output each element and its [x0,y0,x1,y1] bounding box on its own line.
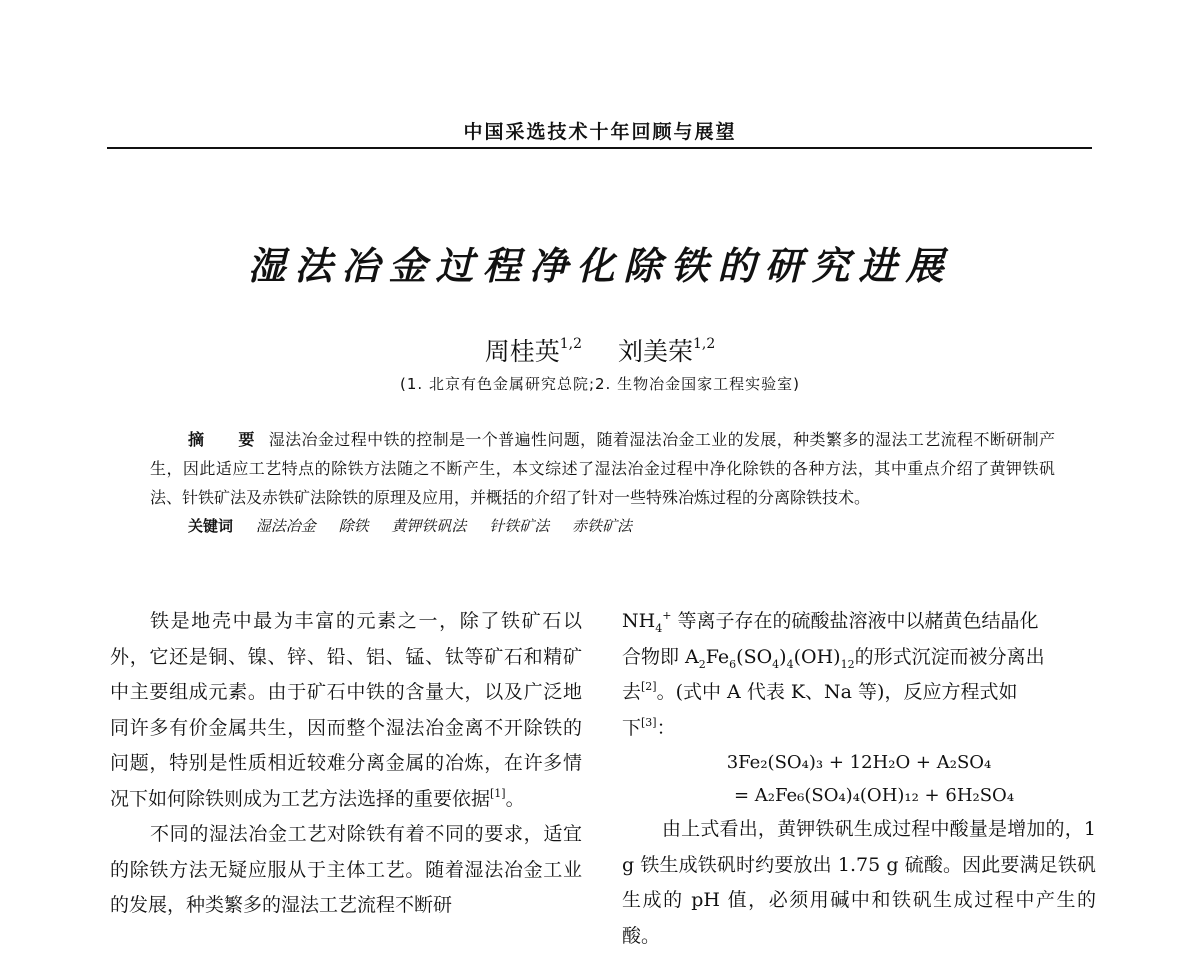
abstract-label: 摘 要 [188,430,269,449]
body-paragraph: 由上式看出，黄钾铁矾生成过程中酸量是增加的，1 g 铁生成铁矾时约要放出 1.75 g 硫酸。因此要满足铁矾生成的 pH 值，必须用碱中和铁矾生成过程中产生的酸。 [622,818,1096,947]
equation-line: 3Fe₂(SO₄)₃ + 12H₂O + A₂SO₄ [726,752,992,773]
author-name: 刘美荣 [617,337,693,366]
author-affiliation-mark: 1,2 [692,336,716,352]
text-run: NH [622,610,656,632]
text-run: (SO [736,645,773,668]
author [485,337,582,366]
paragraph-text: 铁是地壳中最为丰富的元素之一，除了铁矿石以外，它还是铜、镍、锌、铅、铝、锰、钛等矿石和精矿中主要组成元素。由于矿石中铁的含量大，以及广泛地同许多有价金属共生，因而整个湿法冶金离不开除铁的问题，特别是性质相近较难分离金属的冶炼，在许多情况下如何除铁则成为工艺方法选择的重要依据 [110,610,582,810]
text-run: 去 [622,681,642,703]
subscript: 6 [729,657,737,671]
abstract-text: 湿法冶金过程中铁的控制是一个普遍性问题，随着湿法冶金工业的发展，种类繁多的湿法工艺流程不断研制产生，因此适应工艺特点的除铁方法随之不断产生，本文综述了湿法冶金过程中净化除铁的各种方法，其中重点介绍了黄钾铁矾法、针铁矿法及赤铁矿法除铁的原理及应用，并概括的介绍了针对一些特殊冶炼过程的分离除铁技术。 [150,430,1055,507]
keyword: 赤铁矿法 [571,517,632,535]
paper-title: 湿法冶金过程净化除铁的研究进展 [247,243,953,288]
keywords-label: 关键词 [188,517,234,535]
citation: [2] [641,680,657,693]
superscript: + [662,609,672,622]
text-run: 。(式中 A 代表 K、Na 等)，反应方程式如 [656,681,1018,703]
body-paragraph-continued [622,604,1096,746]
text-run: 下 [622,716,642,739]
keywords [150,512,1055,541]
header-rule [107,147,1092,149]
text-run: ： [656,716,676,739]
equation-line: = A₂Fe₆(SO₄)₄(OH)₁₂ + 6H₂SO₄ [733,785,1015,806]
body-column-right [622,604,1096,954]
text-run: 合物即 A [622,645,699,668]
body-paragraph: 不同的湿法冶金工艺对除铁有着不同的要求，适宜的除铁方法无疑应服从于主体工艺。随着湿法冶金工业的发展，种类繁多的湿法工艺流程不断研 [110,823,582,916]
subscript: 4 [772,657,780,671]
affiliations: (1. 北京有色金属研究总院;2. 生物冶金国家工程实验室) [400,375,800,393]
subscript: 4 [655,621,663,635]
keyword: 除铁 [338,517,369,535]
keyword: 湿法冶金 [255,517,316,535]
author-affiliation-mark: 1,2 [559,336,583,352]
abstract-block [150,425,1055,541]
citation: [1] [490,786,506,800]
author-list [0,332,1200,368]
text-run: 的形式沉淀而被分离出 [854,645,1045,668]
subscript: 4 [786,657,794,671]
subscript: 2 [698,657,706,671]
abstract-paragraph [150,425,1055,512]
citation: [3] [641,715,657,729]
reaction-equation [622,746,1096,812]
keyword: 黄钾铁矾法 [391,517,467,535]
subscript: 12 [840,657,855,671]
text-run: (OH) [793,645,841,668]
text-run: Fe [705,645,730,668]
author-name: 周桂英 [484,337,560,366]
running-header: 中国采选技术十年回顾与展望 [463,121,737,143]
keyword: 针铁矿法 [489,517,550,535]
body-paragraph [110,604,582,817]
author [618,337,715,366]
text-run: ) [779,645,787,668]
body-column-left [110,604,582,924]
punctuation: 。 [505,787,525,810]
text-run: 等离子存在的硫酸盐溶液中以赭黄色结晶化 [671,610,1039,632]
